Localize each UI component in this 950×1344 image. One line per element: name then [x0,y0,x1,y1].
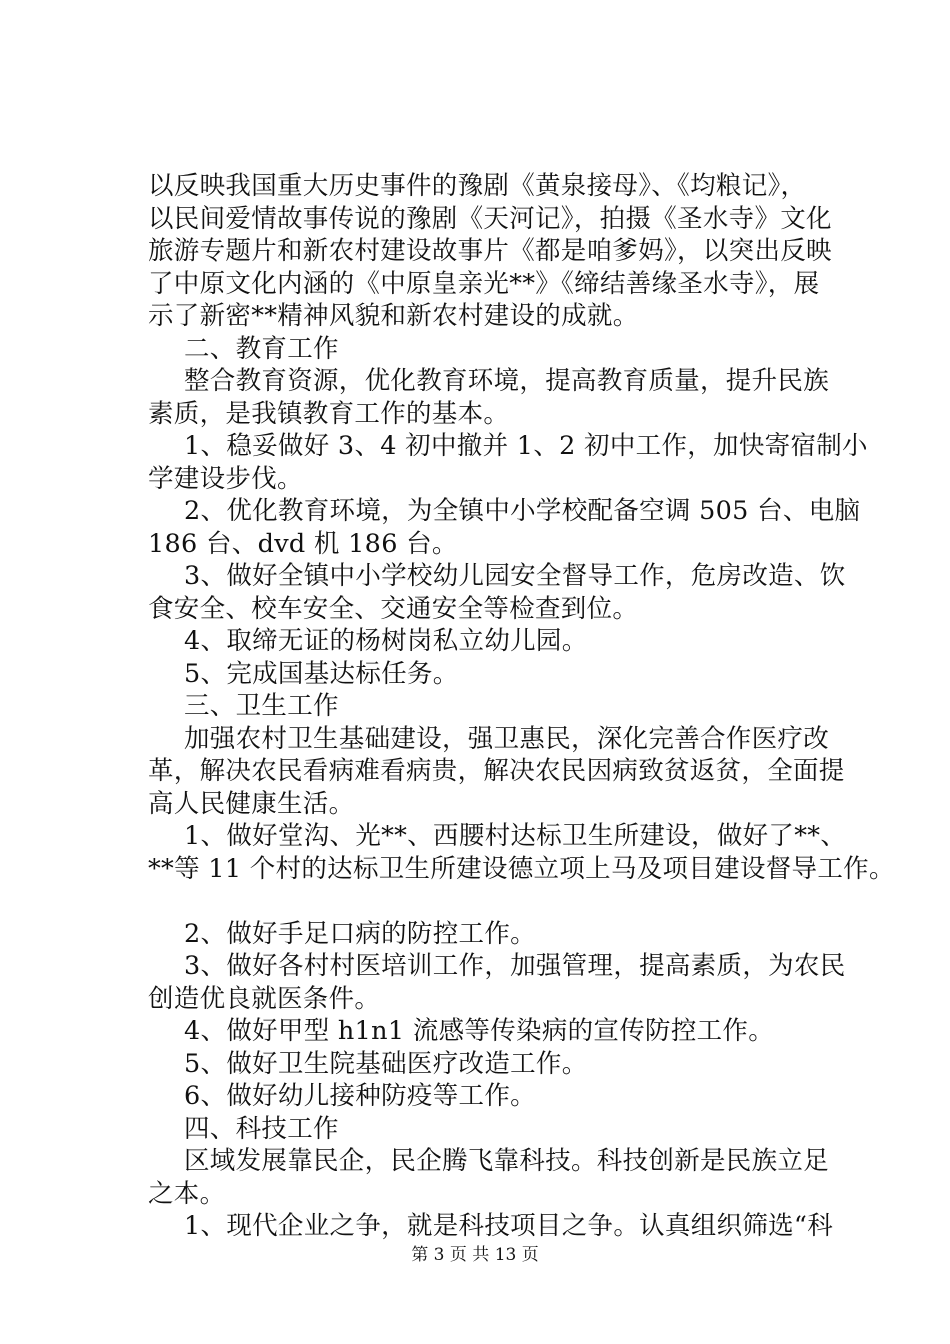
text-line: 1、做好堂沟、光**、西腰村达标卫生所建设，做好了**、 [184,821,847,851]
text-line: 三、卫生工作 [184,691,339,721]
text-line: 素质，是我镇教育工作的基本。 [148,398,510,429]
text-line: 革，解决农民看病难看病贵，解决农民因病致贫返贫，全面提 [148,756,845,786]
text-line: 学建设步伐。 [148,463,303,494]
text-line: 5、完成国基达标任务。 [184,658,459,689]
text-line: 整合教育资源，优化教育环境，提高教育质量，提升民族 [184,366,830,396]
text-line: 示了新密**精神风貌和新农村建设的成就。 [148,301,639,331]
text-line: 3、做好各村村医培训工作，加强管理，提高素质，为农民 [184,951,846,981]
text-line: 5、做好卫生院基础医疗改造工作。 [184,1048,588,1079]
text-line: 食安全、校车安全、交通安全等检查到位。 [148,593,639,624]
text-line: **等 11 个村的达标卫生所建设德立项上马及项目建设督导工作。 [148,853,895,884]
text-line: 4、取缔无证的杨树岗私立幼儿园。 [184,626,588,656]
text-line: 创造优良就医条件。 [148,983,381,1014]
text-line: 186 台、dvd 机 186 台。 [148,528,458,559]
text-line: 2、做好手足口病的防控工作。 [184,918,536,949]
text-line: 6、做好幼儿接种防疫等工作。 [184,1081,536,1111]
text-line: 2、优化教育环境，为全镇中小学校配备空调 505 台、电脑 [184,496,861,526]
text-line: 区域发展靠民企，民企腾飞靠科技。科技创新是民族立足 [184,1146,830,1176]
text-line: 四、科技工作 [184,1113,339,1144]
text-line: 二、教育工作 [184,333,339,364]
text-line: 之本。 [148,1178,226,1209]
text-line: 加强农村卫生基础建设，强卫惠民，深化完善合作医疗改 [184,723,830,754]
text-line: 旅游专题片和新农村建设故事片《都是咱爹妈》，以突出反映 [148,236,832,266]
text-line: 4、做好甲型 h1n1 流感等传染病的宣传防控工作。 [184,1016,775,1046]
page-footer: 第 3 页 共 13 页 [411,1245,539,1265]
text-line: 3、做好全镇中小学校幼儿园安全督导工作，危房改造、饮 [184,561,846,591]
text-line: 以反映我国重大历史事件的豫剧《黄泉接母》、《均粮记》， [148,171,807,201]
text-line: 1、稳妥做好 3、4 初中撤并 1、2 初中工作，加快寄宿制小 [184,431,868,461]
text-line [148,885,838,918]
document-body [148,170,895,1243]
text-line: 了中原文化内涵的《中原皇亲光**》《缔结善缘圣水寺》，展 [148,268,820,299]
text-line: 高人民健康生活。 [148,788,355,819]
text-line: 以民间爱情故事传说的豫剧《天河记》，拍摄《圣水寺》文化 [148,203,832,234]
text-line: 1、现代企业之争，就是科技项目之争。认真组织筛选“科 [184,1211,834,1241]
